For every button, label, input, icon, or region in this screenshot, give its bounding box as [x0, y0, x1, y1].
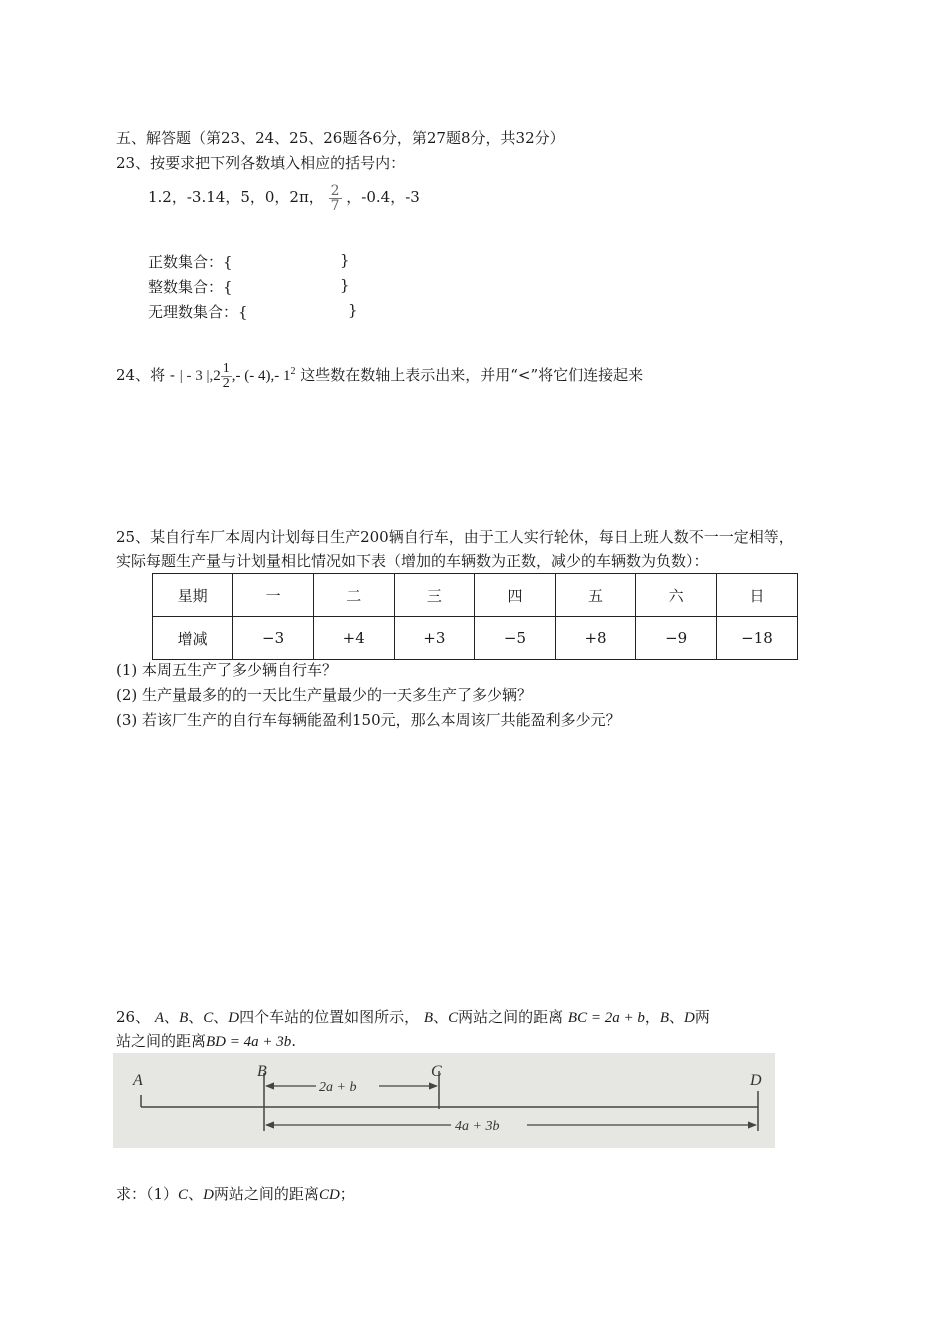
q26-line2-text: 站之间的距离: [116, 1032, 207, 1050]
q26-sep: 、: [213, 1008, 229, 1026]
table-cell-value: −5: [475, 617, 556, 660]
q26-ask-d: D: [203, 1187, 214, 1203]
table-cell-day: 五: [555, 574, 636, 617]
q24-line: [116, 352, 643, 396]
q26-sep: 、: [669, 1008, 685, 1026]
q26-ask-cd: CD: [318, 1187, 340, 1203]
q26-ask-prefix: 求：（1）: [116, 1185, 179, 1203]
table-row: [153, 574, 798, 617]
figure-label-c: C: [431, 1063, 442, 1080]
q23-numbers: [148, 176, 420, 218]
table-cell-value: +4: [313, 617, 394, 660]
q23-positive-label: 正数集合：{: [148, 253, 233, 271]
q26-line1: [116, 1006, 710, 1027]
q24-rest: ,- (- 4),- 1: [231, 368, 291, 384]
figure-label-a: A: [133, 1072, 143, 1089]
q26-line2: [116, 1030, 296, 1051]
q26-a: A: [154, 1010, 165, 1026]
q25-sub2: (2) 生产量最多的的一天比生产量最少的一天多生产了多少辆？: [116, 686, 533, 704]
table-head-weekday: 星期: [153, 574, 233, 617]
q26-comma: ，: [644, 1008, 660, 1026]
q26-figure-svg: [113, 1053, 775, 1148]
q26-num: 26、: [116, 1008, 151, 1026]
q24-suffix: 这些数在数轴上表示出来，并用“<”将它们连接起来: [300, 366, 644, 384]
q24-frac-den: 2: [222, 375, 230, 391]
q26-bc-expr: BC = 2a + b: [567, 1010, 645, 1026]
q25-line1: 25、某自行车厂本周内计划每日生产200辆自行车，由于工人实行轮休，每日上班人数不一一定相等，: [116, 528, 794, 546]
table-cell-value: −9: [636, 617, 717, 660]
q23-fraction: [329, 184, 342, 213]
q23-numbers-b: ，-0.4，-3: [346, 188, 420, 206]
q24-mixed-whole: 2: [213, 368, 221, 384]
q26-b: B: [179, 1010, 189, 1026]
figure-label-d: D: [750, 1072, 762, 1089]
q23-stem: 23、按要求把下列各数填入相应的括号内：: [116, 154, 406, 172]
table-cell-day: 日: [716, 574, 797, 617]
q26-sep: 、: [188, 1185, 204, 1203]
q26-b2: B: [423, 1010, 434, 1026]
q23-integer-close: }: [340, 276, 350, 294]
table-cell-day: 四: [475, 574, 556, 617]
q23-irrational-label: 无理数集合：{: [148, 303, 248, 321]
figure-label-b: B: [257, 1063, 267, 1080]
table-cell-day: 六: [636, 574, 717, 617]
q26-ask-text: 两站之间的距离: [213, 1185, 319, 1203]
q23-frac-num: 2: [330, 182, 340, 199]
table-cell-value: +8: [555, 617, 636, 660]
q24-exponent: 2: [290, 366, 296, 377]
q26-c2: C: [448, 1010, 459, 1026]
q26-text3: 两: [694, 1008, 710, 1026]
q26-sep: 、: [188, 1008, 204, 1026]
q26-period: .: [291, 1032, 297, 1050]
q23-positive-close: }: [340, 251, 350, 269]
table-cell-day: 一: [233, 574, 314, 617]
table-cell-value: −3: [233, 617, 314, 660]
q26-ask: [116, 1183, 355, 1204]
q23-numbers-a: 1.2，-3.14，5，0，2π，: [148, 188, 324, 206]
table-cell-day: 二: [313, 574, 394, 617]
q26-sep: 、: [433, 1008, 449, 1026]
section-title: 五、解答题（第23、24、25、26题各6分，第27题8分，共32分）: [116, 129, 565, 147]
table-cell-value: +3: [394, 617, 475, 660]
q23-irrational-close: }: [348, 301, 358, 319]
table-cell-value: −18: [716, 617, 797, 660]
q24-frac-num: 1: [222, 360, 230, 376]
figure-label-bd: 4a + 3b: [455, 1119, 500, 1134]
table-head-change: 增减: [153, 617, 233, 660]
q26-text2: 两站之间的距离: [458, 1008, 564, 1026]
q23-integer-label: 整数集合：{: [148, 278, 233, 296]
q26-c: C: [203, 1010, 214, 1026]
q26-figure: [113, 1053, 775, 1148]
table-row: [153, 617, 798, 660]
q26-b3: B: [659, 1010, 670, 1026]
q26-ask-c: C: [178, 1187, 189, 1203]
q26-sep: 、: [164, 1008, 180, 1026]
q24-prefix: 24、将 -: [116, 366, 175, 384]
q24-abs-expr: | - 3 |,: [179, 368, 214, 384]
table-cell-day: 三: [394, 574, 475, 617]
q26-bd-expr: BD = 4a + 3b: [206, 1034, 292, 1050]
q26-d: D: [228, 1010, 240, 1026]
q26-ask-end: ；: [339, 1185, 355, 1203]
q25-table: [152, 573, 798, 660]
q26-text1: 四个车站的位置如图所示，: [239, 1008, 420, 1026]
q24-mixed-fraction: [221, 362, 232, 391]
q23-frac-den: 7: [330, 197, 340, 214]
figure-label-bc: 2a + b: [319, 1080, 357, 1095]
q25-sub1: (1) 本周五生产了多少辆自行车？: [116, 661, 338, 679]
q26-d2: D: [684, 1010, 695, 1026]
q25-sub3: (3) 若该厂生产的自行车每辆能盈利150元，那么本周该厂共能盈利多少元？: [116, 711, 621, 729]
q25-line2: 实际每题生产量与计划量相比情况如下表（增加的车辆数为正数，减少的车辆数为负数）：: [116, 552, 709, 570]
